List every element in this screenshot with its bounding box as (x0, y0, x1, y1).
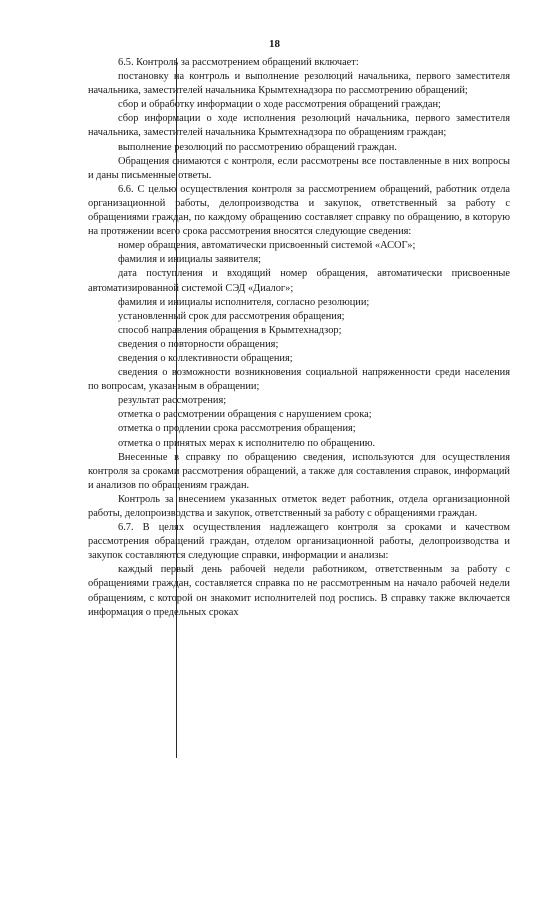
paragraph: 6.5. Контроль за рассмотрением обращений включает: (118, 57, 359, 68)
list-item: отметка о принятых мерах к исполнителю по обращению. (118, 437, 376, 449)
list-item: фамилия и инициалы заявителя; (118, 254, 261, 266)
list-item: фамилия и инициалы исполнителя, согласно резолюции; (118, 296, 370, 308)
list-item: способ направления обращения в Крымтехнадзор; (118, 324, 342, 336)
list-item: установленный срок для рассмотрения обращения; (118, 310, 345, 322)
paragraph: сбор и обработку информации о ходе рассмотрения обращений граждан; (118, 99, 441, 111)
paragraph: 6.6. С целью осуществления контроля за рассмотрением обращений, работник отдела организационной работы, делопроизводства и закупок, ответственный за работу с обращениями граждан, по каждому обращению составляет справку по обращению, в которую на протяжении всего срока рассмотрения вносятся следующие сведения: (88, 183, 510, 238)
list-item: сведения о коллективности обращения; (118, 352, 293, 364)
paragraph: Внесенные в справку по обращению сведения, используются для осуществления контроля за сроками рассмотрения обращений, а также для составления справок, информаций и анализов по обращениям граждан. (88, 451, 510, 491)
paragraph: каждый первый день рабочей недели работником, ответственным за работу с обращениями граждан, составляется справка по не рассмотренным на начало рабочей недели обращениям, с которой он знакомит исполнителей под роспись. В справку также включается информация о предельных сроках (88, 564, 510, 618)
paragraph: сбор информации о ходе исполнения резолюций начальника, первого заместителя начальника, заместителей начальника Крымтехнадзора по обращениям граждан; (88, 113, 510, 139)
list-item: результат рассмотрения; (118, 395, 227, 407)
paragraph: 6.7. В целях осуществления надлежащего контроля за сроками и качеством рассмотрения обращений граждан, отделом организационной работы, делопроизводства и закупок составляются следующие справки, информации и анализы: (88, 522, 510, 562)
document-body (88, 56, 510, 620)
list-item: отметка о рассмотрении обращения с нарушением срока; (118, 409, 372, 421)
paragraph: выполнение резолюций по рассмотрению обращений граждан. (118, 141, 397, 153)
list-item: отметка о продлении срока рассмотрения обращения; (118, 423, 356, 435)
list-item: дата поступления и входящий номер обращения, автоматически присвоенные автоматизированной системой СЭД «Диалог»; (88, 268, 510, 294)
paragraph: Обращения снимаются с контроля, если рассмотрены все поставленные в них вопросы и даны письменные ответы. (88, 155, 510, 181)
paragraph: Контроль за внесением указанных отметок ведет работник, отдела организационной работы, делопроизводства и закупок, ответственный за работу с обращениями граждан. (88, 493, 510, 519)
list-item: номер обращения, автоматически присвоенный системой «АСОГ»; (118, 240, 416, 252)
list-item: сведения о возможности возникновения социальной напряженности среди населения по вопросам, указанным в обращении; (88, 367, 510, 393)
page-number: 18 (269, 38, 280, 50)
list-item: сведения о повторности обращения; (118, 338, 279, 350)
paragraph: постановку на контроль и выполнение резолюций начальника, первого заместителя начальника, заместителей начальника Крымтехнадзора по рассмотрению обращений; (88, 71, 510, 97)
